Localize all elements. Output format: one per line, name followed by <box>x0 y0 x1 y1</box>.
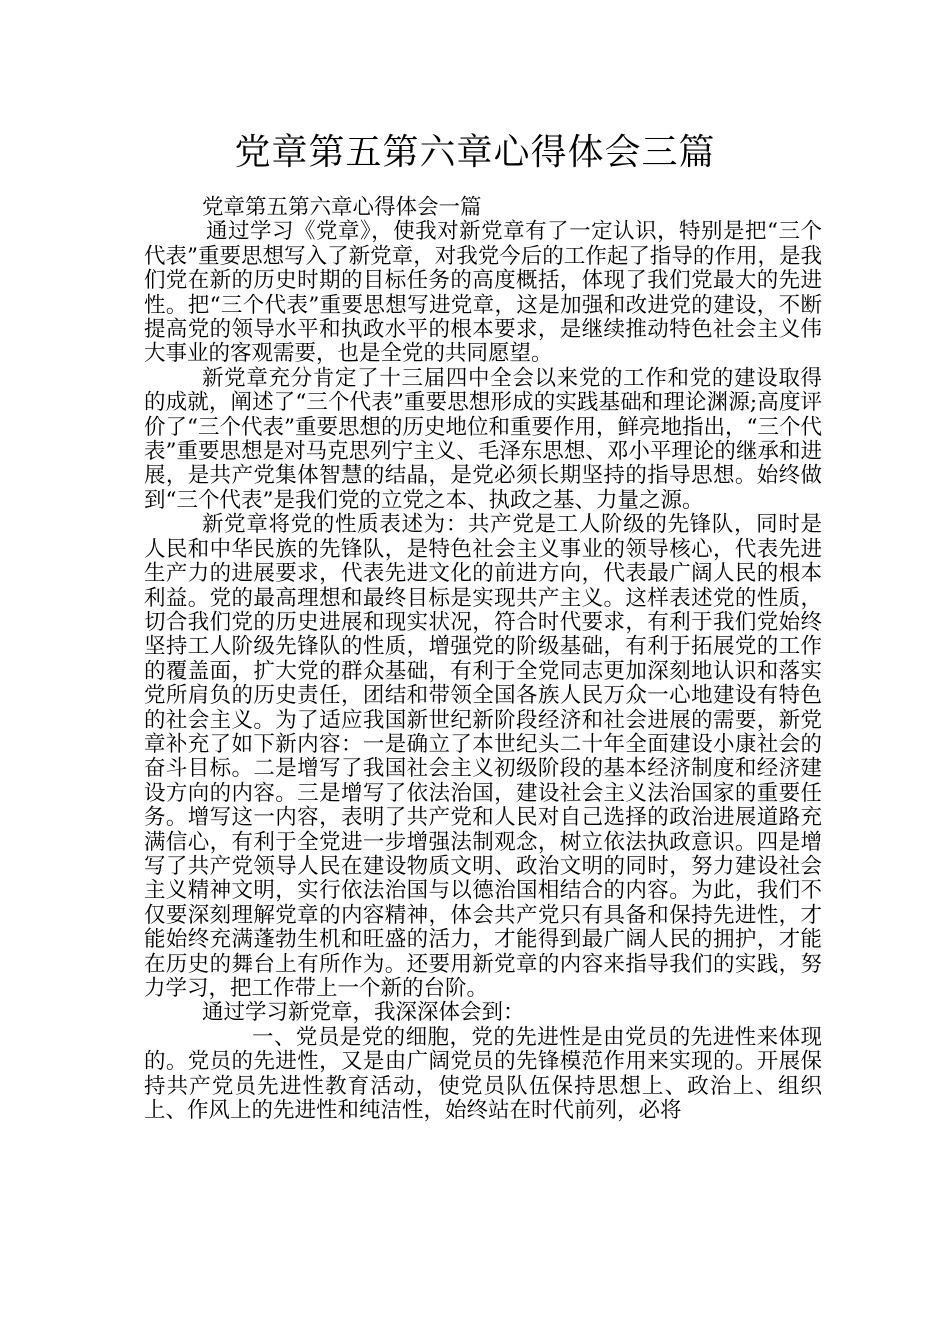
document-subtitle: 党章第五第六章心得体会一篇 <box>202 195 482 220</box>
paragraph-2: 新党章充分肯定了十三届四中全会以来党的工作和党的建设取得的成就，阐述了“三个代表”重要思想形成的实践基础和理论渊源;高度评价了“三个代表”重要思想的历史地位和重要作用，鲜亮地指出，“三个代表”重要思想是对马克思列宁主义、毛泽东思想、邓小平理论的继承和进展，是共产党集体智慧的结晶，是党必须长期坚持的指导思想。始终做到“三个代表”是我们党的立党之本、执政之基、力量之源。 <box>144 365 822 513</box>
paragraph-4: 通过学习新党章，我深深体会到： <box>202 1000 525 1026</box>
paragraph-3: 新党章将党的性质表述为：共产党是工人阶级的先锋队，同时是人民和中华民族的先锋队，是特色社会主义事业的领导核心，代表先进生产力的进展要求，代表先进文化的前进方向，代表最广阔人民的根本利益。党的最高理想和最终目标是实现共产主义。这样表述党的性质，切合我们党的历史进展和现实状况，符合时代要求，有利于我们党始终坚持工人阶级先锋队的性质，增强党的阶级基础，有利于拓展党的工作的覆盖面，扩大党的群众基础，有利于全党同志更加深刻地认识和落实党所肩负的历史责任，团结和带领全国各族人民万众一心地建设有特色的社会主义。为了适应我国新世纪新阶段经济和社会进展的需要，新党章补充了如下新内容：一是确立了本世纪头二十年全面建设小康社会的奋斗目标。二是增写了我国社会主义初级阶段的基本经济制度和经济建设方向的内容。三是增写了依法治国，建设社会主义法治国家的重要任务。增写这一内容，表明了共产党和人民对自己选择的政治进展道路充满信心，有利于全党进一步增强法制观念，树立依法执政意识。四是增写了共产党领导人民在建设物质文明、政治文明的同时，努力建设社会主义精神文明，实行依法治国与以德治国相结合的内容。为此，我们不仅要深刻理解党章的内容精神，体会共产党只有具备和保持先进性，才能始终充满蓬勃生机和旺盛的活力，才能得到最广阔人民的拥护，才能在历史的舞台上有所作为。还要用新党章的内容来指导我们的实践，努力学习，把工作带上一个新的台阶。 <box>144 512 822 1001</box>
paragraph-1: 通过学习《党章》，使我对新党章有了一定认识，特别是把“三个代表”重要思想写入了新党章，对我党今后的工作起了指导的作用，是我们党在新的历史时期的目标任务的高度概括，体现了我们党最大的先进性。把“三个代表”重要思想写进党章，这是加强和改进党的建设，不断提高党的领导水平和执政水平的根本要求，是继续推动特色社会主义伟大事业的客观需要，也是全党的共同愿望。 <box>144 219 822 367</box>
paragraph-5: 一、党员是党的细胞，党的先进性是由党员的先进性来体现的。党员的先进性，又是由广阔党员的先锋模范作用来实现的。开展保持共产党员先进性教育活动，使党员队伍保持思想上、政治上、组织上、作风上的先进性和纯洁性，始终站在时代前列，必将 <box>144 1024 822 1124</box>
document-body <box>144 196 822 1123</box>
document-title: 党章第五第六章心得体会三篇 <box>234 132 716 173</box>
